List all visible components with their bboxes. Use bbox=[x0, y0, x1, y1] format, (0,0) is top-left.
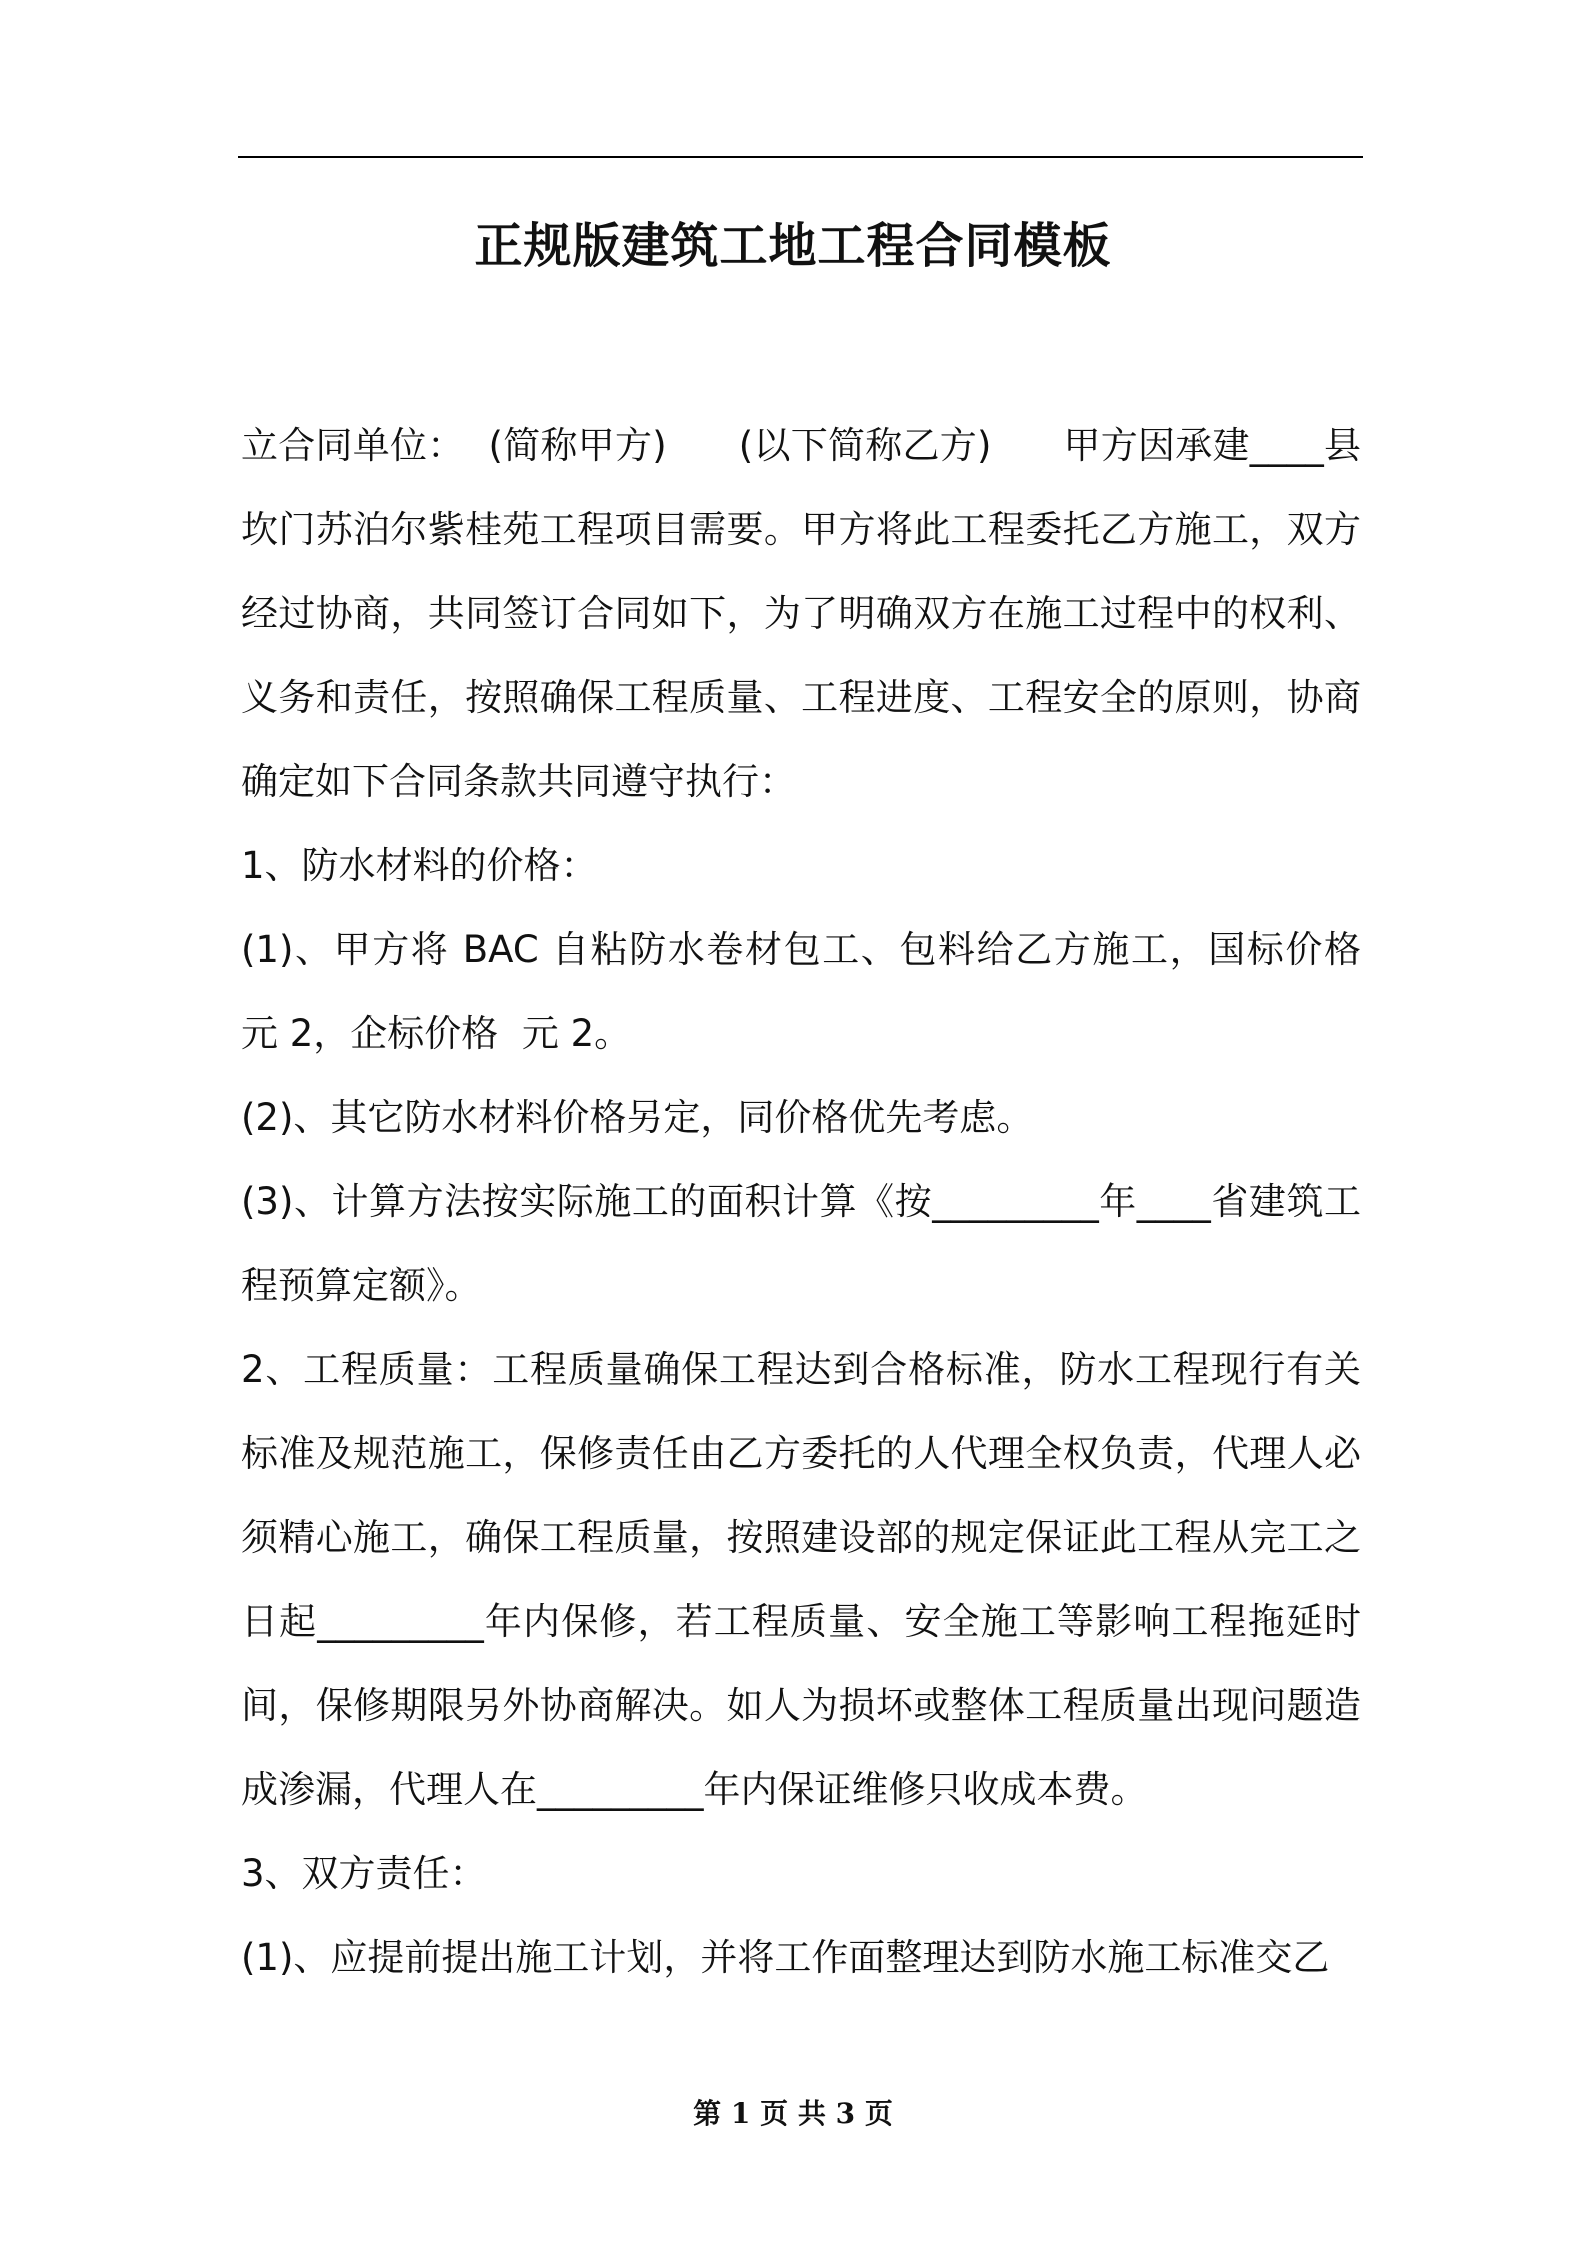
paragraph-section-3-heading: 3、双方责任： bbox=[241, 1852, 487, 1895]
paragraph-section-1-item-1: (1)、甲方将 BAC 自粘防水卷材包工、包料给乙方施工，国标价格 元 2，企标价格 元 2。 bbox=[241, 928, 1385, 1055]
document-title: 正规版建筑工地工程合同模板 bbox=[474, 218, 1112, 274]
paragraph-section-1-heading: 1、防水材料的价格： bbox=[241, 844, 598, 887]
paragraph-section-2-quality: 2、工程质量：工程质量确保工程达到合格标准，防水工程现行有关标准及规范施工，保修责任由乙方委托的人代理全权负责，代理人必须精心施工，确保工程质量，按照建设部的规定保证此工程从完工之日起_________年内保修，若工程质量、安全施工等影响工程拖延时间，保修期限另外协商解决。如人为损坏或整体工程质量出现问题造成渗漏，代理人在_________年内保证维修只收成本费。 bbox=[241, 1348, 1361, 1811]
document-body bbox=[241, 404, 1385, 2000]
paragraph-section-3-item-1: (1)、应提前提出施工计划，并将工作面整理达到防水施工标准交乙 bbox=[241, 1936, 1330, 1979]
paragraph-intro: 立合同单位： (简称甲方) (以下简称乙方) 甲方因承建____县坎门苏泊尔紫桂苑工程项目需要。甲方将此工程委托乙方施工，双方经过协商，共同签订合同如下，为了明确双方在施工过程中的权利、义务和责任，按照确保工程质量、工程进度、工程安全的原则，协商确定如下合同条款共同遵守执行： bbox=[241, 424, 1361, 803]
header-rule bbox=[238, 156, 1363, 158]
page-footer: 第 1 页 共 3 页 bbox=[693, 2097, 893, 2130]
paragraph-section-1-item-3: (3)、计算方法按实际施工的面积计算《按_________年____省建筑工程预算定额》。 bbox=[241, 1180, 1361, 1307]
paragraph-section-1-item-2: (2)、其它防水材料价格另定，同价格优先考虑。 bbox=[241, 1096, 1034, 1139]
